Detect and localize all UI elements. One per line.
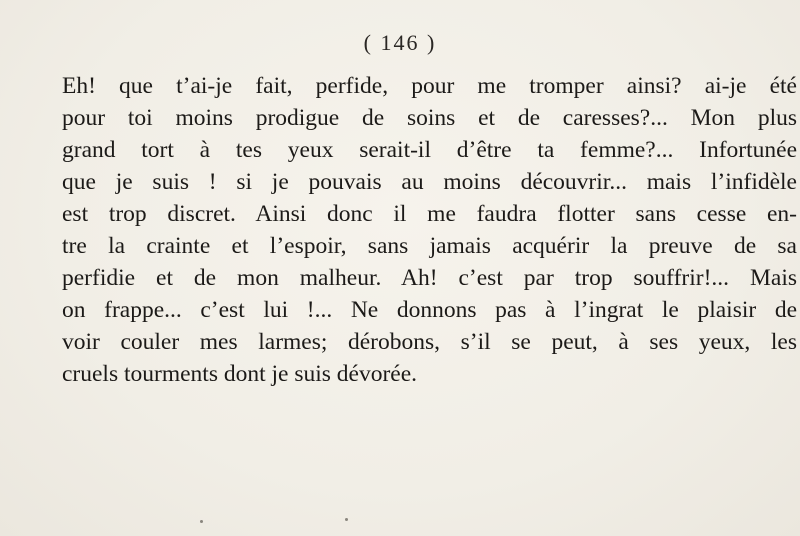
text-line-2: pour toi moins prodigue de soins et de caresses?... Mon plus — [62, 105, 797, 131]
text-line-7: perfidie et de mon malheur. Ah! c’est par trop souffrir!... Mais — [62, 265, 797, 291]
text-line-9: voir couler mes larmes; dérobons, s’il se peut, à ses yeux, les — [62, 329, 797, 355]
text-line-3: grand tort à tes yeux serait-il d’être ta femme?... Infortunée — [62, 137, 797, 163]
text-line-8: on frappe... c’est lui !... Ne donnons pas à l’ingrat le plaisir de — [62, 297, 797, 323]
body-text — [62, 70, 797, 390]
page-number: ( 146 ) — [363, 30, 437, 55]
text-line-4: que je suis ! si je pouvais au moins découvrir... mais l’infidèle — [62, 169, 797, 195]
paper-speck — [200, 520, 203, 523]
text-line-10: cruels tourments dont je suis dévorée. — [62, 361, 418, 387]
paper-speck — [345, 518, 348, 521]
text-line-6: tre la crainte et l’espoir, sans jamais acquérir la preuve de sa — [62, 233, 797, 259]
text-line-1: Eh! que t’ai-je fait, perfide, pour me tromper ainsi? ai-je été — [62, 73, 797, 99]
text-line-5: est trop discret. Ainsi donc il me faudra flotter sans cesse en- — [62, 201, 797, 227]
